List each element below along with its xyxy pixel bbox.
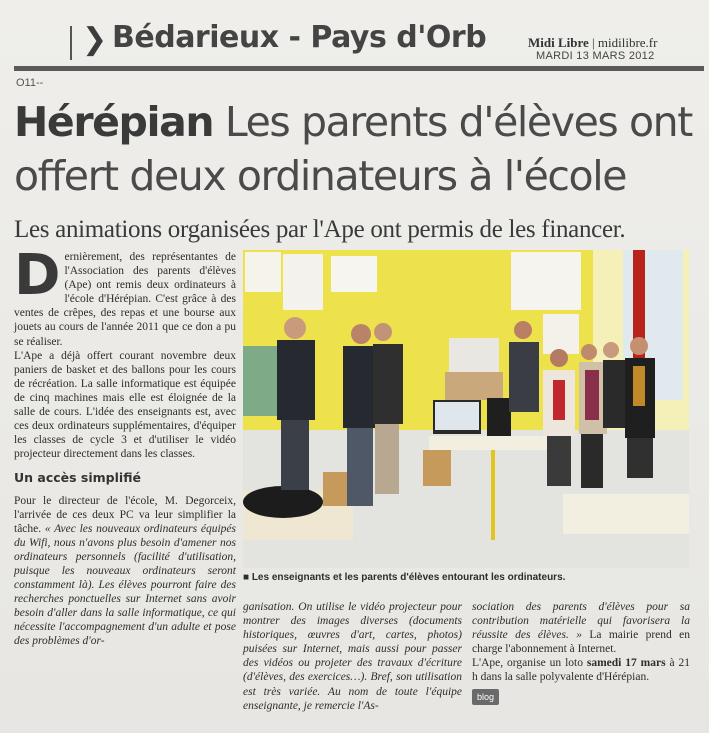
headline [14, 95, 704, 203]
quote-end: sociation des parents d'élèves pour sa contribution matérielle qui favorisera la réussite des élèves. » [472, 601, 690, 642]
paragraph-3-quote: « Avec les nouveaux ordinateurs équipés du Wifi, nous n'avons plus besoin d'amener nos ordinateurs personnels (facilité d'utilisation, puisque les nouveaux ordinateurs seront constamment là). Les élèves pourront faire des recherches ponctuelles sur Internet sans avoir besoin d'aller dans la salle informatique, ce qui nécessite l'accompagnement d'un adulte et pose des problèmes d'or- [14, 522, 236, 648]
loto-date: samedi 17 mars [586, 657, 666, 670]
drop-cap: D [14, 243, 61, 308]
header-divider [70, 26, 72, 60]
headline-line1: Les parents d'élèves ont [213, 98, 692, 146]
section-heading: Un accès simplifié [14, 470, 141, 486]
headline-line2: offert deux ordinateurs à l'école [14, 152, 627, 200]
paragraph-2: L'Ape a déjà offert courant novembre deux paniers de basket et des ballons pour les cours de récréation. La salle informatique est équipée de cinq machines mais elle est éloignée de la salle de cours. L'idée des enseignants est, avec ces deux ordinateurs supplémentaires, d'équiper les classes de cycle 3 et d'utiliser le vidéo projecteur directement dans les classes. [14, 349, 236, 461]
paragraph-right-1 [472, 600, 690, 656]
photo-caption: ■ Les enseignants et les parents d'élèves entourant les ordinateurs. [243, 572, 566, 583]
blog-tag[interactable]: blog [472, 689, 499, 705]
section-title: Bédarieux - Pays d'Orb [112, 20, 487, 55]
paragraph-3 [14, 494, 236, 649]
internet-note: La mairie prend en charge l'abonnement à Internet. [472, 629, 690, 656]
page-code: O11-- [16, 77, 44, 89]
headline-place: Hérépian [14, 98, 214, 146]
paragraph-3-plain: Pour le directeur de l'école, M. Degorceix, l'arrivée de ces deux PC va leur simplifier la tâche. [14, 494, 236, 535]
article-column-right [472, 600, 690, 705]
article-column-middle: ganisation. On utilise le vidéo projecteur pour montrer des images diverses (documents historiques, œuvres d'art, cartes, photos) puisées sur Internet, mais aussi pour passer des vidéos ou projeter des travaux d'écriture (d'élèves, des exercices…). Bref, son utilisation est très variée. Au nom de toute l'équipe enseignante, je remercie l'As- [243, 601, 462, 712]
subheadline: Les animations organisées par l'Ape ont permis de les financer. [14, 216, 626, 243]
newspaper-brand [528, 35, 657, 51]
brand-name: Midi Libre [528, 35, 589, 50]
loto-details: à 21 h dans la salle polyvalente d'Hérépian. [472, 657, 690, 684]
article-photo [243, 250, 689, 568]
article-column-left [14, 243, 236, 649]
loto-intro: L'Ape, organise un loto [472, 657, 587, 670]
header-rule [14, 66, 704, 71]
classroom-photo-illustration [243, 250, 689, 568]
chevron-right-icon: ❯ [82, 22, 108, 57]
brand-url: | midilibre.fr [592, 35, 658, 50]
issue-date: MARDI 13 MARS 2012 [536, 50, 655, 62]
paragraph-intro-text: ernièrement, des représentantes de l'Association des parents d'élèves (Ape) ont remis deux ordinateurs à l'école d'Hérépian. C'est grâce à des ventes de crêpes, des repas et une bourse aux jouets au cours de l'année 2011 que ce don a pu se réaliser. [14, 251, 236, 348]
paragraph-intro [14, 243, 236, 349]
paragraph-right-2 [472, 656, 690, 684]
